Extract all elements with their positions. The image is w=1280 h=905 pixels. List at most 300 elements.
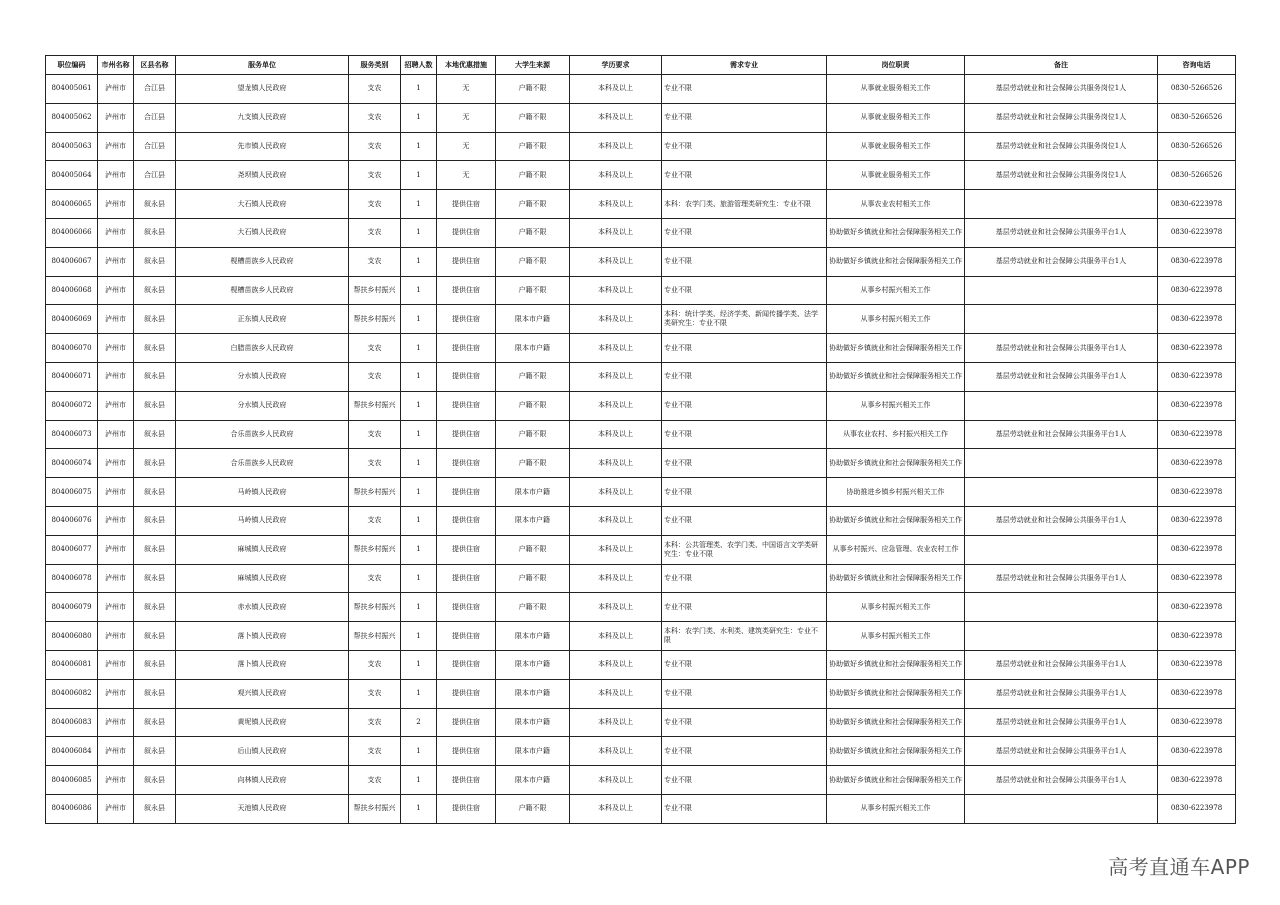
cell-local-benefits: 提供住宿 <box>437 564 496 593</box>
cell-county: 叙永县 <box>134 391 176 420</box>
cell-job-duties: 从事乡村振兴相关工作 <box>827 276 965 305</box>
cell-remarks <box>965 391 1158 420</box>
cell-service-unit: 大石镇人民政府 <box>176 218 349 247</box>
table-body <box>46 75 1236 824</box>
cell-county: 合江县 <box>134 75 176 104</box>
cell-position-code: 804005064 <box>46 161 98 190</box>
cell-student-origin: 户籍不限 <box>496 391 570 420</box>
cell-education: 本科及以上 <box>570 506 662 535</box>
cell-local-benefits: 无 <box>437 75 496 104</box>
cell-job-duties: 协助做好乡镇就业和社会保障服务相关工作 <box>827 506 965 535</box>
column-header-service-category: 服务类别 <box>349 56 401 75</box>
cell-position-code: 804006085 <box>46 766 98 795</box>
cell-city: 泸州市 <box>98 391 134 420</box>
cell-student-origin: 户籍不限 <box>496 535 570 564</box>
cell-service-category: 帮扶乡村振兴 <box>349 622 401 651</box>
cell-headcount: 1 <box>401 794 437 823</box>
column-header-city: 市州名称 <box>98 56 134 75</box>
cell-service-unit: 枧槽苗族乡人民政府 <box>176 247 349 276</box>
cell-student-origin: 户籍不限 <box>496 190 570 219</box>
cell-student-origin: 限本市户籍 <box>496 334 570 363</box>
column-header-county: 区县名称 <box>134 56 176 75</box>
cell-education: 本科及以上 <box>570 391 662 420</box>
cell-headcount: 1 <box>401 334 437 363</box>
cell-headcount: 1 <box>401 564 437 593</box>
cell-county: 叙永县 <box>134 766 176 795</box>
cell-service-unit: 大石镇人民政府 <box>176 190 349 219</box>
cell-education: 本科及以上 <box>570 708 662 737</box>
cell-remarks <box>965 276 1158 305</box>
cell-city: 泸州市 <box>98 506 134 535</box>
cell-remarks <box>965 449 1158 478</box>
cell-remarks: 基层劳动就业和社会保障公共服务平台1人 <box>965 420 1158 449</box>
cell-position-code: 804006078 <box>46 564 98 593</box>
cell-position-code: 804006068 <box>46 276 98 305</box>
cell-job-duties: 协助做好乡镇就业和社会保障服务相关工作 <box>827 247 965 276</box>
cell-county: 叙永县 <box>134 449 176 478</box>
cell-education: 本科及以上 <box>570 737 662 766</box>
cell-service-unit: 麻城镇人民政府 <box>176 535 349 564</box>
cell-job-duties: 协助做好乡镇就业和社会保障服务相关工作 <box>827 708 965 737</box>
cell-county: 叙永县 <box>134 190 176 219</box>
table-row <box>46 766 1236 795</box>
table-row <box>46 679 1236 708</box>
cell-service-unit: 尧坝镇人民政府 <box>176 161 349 190</box>
cell-city: 泸州市 <box>98 75 134 104</box>
cell-city: 泸州市 <box>98 362 134 391</box>
cell-local-benefits: 提供住宿 <box>437 766 496 795</box>
cell-service-category: 支农 <box>349 449 401 478</box>
cell-service-unit: 白腊苗族乡人民政府 <box>176 334 349 363</box>
cell-phone: 0830-6223978 <box>1158 650 1236 679</box>
cell-education: 本科及以上 <box>570 593 662 622</box>
cell-job-duties: 协助推进乡镇乡村振兴相关工作 <box>827 478 965 507</box>
cell-required-major: 专业不限 <box>662 708 827 737</box>
cell-service-unit: 马岭镇人民政府 <box>176 478 349 507</box>
cell-city: 泸州市 <box>98 593 134 622</box>
cell-headcount: 1 <box>401 506 437 535</box>
table-row <box>46 276 1236 305</box>
column-header-remarks: 备注 <box>965 56 1158 75</box>
cell-job-duties: 协助做好乡镇就业和社会保障服务相关工作 <box>827 362 965 391</box>
cell-county: 叙永县 <box>134 478 176 507</box>
cell-local-benefits: 提供住宿 <box>437 190 496 219</box>
cell-local-benefits: 提供住宿 <box>437 535 496 564</box>
cell-service-unit: 枧槽苗族乡人民政府 <box>176 276 349 305</box>
cell-service-category: 帮扶乡村振兴 <box>349 391 401 420</box>
cell-position-code: 804006071 <box>46 362 98 391</box>
table-row <box>46 218 1236 247</box>
cell-headcount: 1 <box>401 103 437 132</box>
cell-position-code: 804006084 <box>46 737 98 766</box>
cell-required-major: 专业不限 <box>662 362 827 391</box>
cell-remarks: 基层劳动就业和社会保障公共服务岗位1人 <box>965 75 1158 104</box>
cell-phone: 0830-6223978 <box>1158 362 1236 391</box>
cell-position-code: 804006075 <box>46 478 98 507</box>
cell-service-category: 支农 <box>349 506 401 535</box>
cell-position-code: 804006083 <box>46 708 98 737</box>
cell-required-major: 专业不限 <box>662 593 827 622</box>
table-row <box>46 535 1236 564</box>
cell-education: 本科及以上 <box>570 132 662 161</box>
cell-remarks: 基层劳动就业和社会保障公共服务平台1人 <box>965 218 1158 247</box>
table-row <box>46 737 1236 766</box>
cell-position-code: 804006086 <box>46 794 98 823</box>
cell-headcount: 1 <box>401 535 437 564</box>
cell-local-benefits: 提供住宿 <box>437 362 496 391</box>
cell-education: 本科及以上 <box>570 622 662 651</box>
cell-local-benefits: 提供住宿 <box>437 650 496 679</box>
cell-city: 泸州市 <box>98 766 134 795</box>
cell-job-duties: 协助做好乡镇就业和社会保障服务相关工作 <box>827 564 965 593</box>
cell-required-major: 专业不限 <box>662 218 827 247</box>
cell-student-origin: 户籍不限 <box>496 794 570 823</box>
column-header-local-benefits: 本地优惠措施 <box>437 56 496 75</box>
cell-phone: 0830-6223978 <box>1158 766 1236 795</box>
column-header-headcount: 招聘人数 <box>401 56 437 75</box>
cell-student-origin: 户籍不限 <box>496 276 570 305</box>
cell-service-unit: 马岭镇人民政府 <box>176 506 349 535</box>
cell-education: 本科及以上 <box>570 420 662 449</box>
cell-remarks: 基层劳动就业和社会保障公共服务平台1人 <box>965 247 1158 276</box>
cell-student-origin: 户籍不限 <box>496 362 570 391</box>
cell-student-origin: 户籍不限 <box>496 593 570 622</box>
cell-remarks: 基层劳动就业和社会保障公共服务平台1人 <box>965 766 1158 795</box>
cell-local-benefits: 提供住宿 <box>437 708 496 737</box>
cell-service-category: 支农 <box>349 564 401 593</box>
cell-education: 本科及以上 <box>570 161 662 190</box>
cell-service-unit: 落卜镇人民政府 <box>176 622 349 651</box>
cell-student-origin: 户籍不限 <box>496 161 570 190</box>
watermark: 高考直通车APP <box>1108 855 1250 879</box>
cell-phone: 0830-6223978 <box>1158 449 1236 478</box>
cell-required-major: 专业不限 <box>662 449 827 478</box>
cell-county: 叙永县 <box>134 564 176 593</box>
cell-education: 本科及以上 <box>570 478 662 507</box>
cell-local-benefits: 提供住宿 <box>437 334 496 363</box>
cell-student-origin: 户籍不限 <box>496 218 570 247</box>
cell-headcount: 1 <box>401 276 437 305</box>
cell-phone: 0830-5266526 <box>1158 103 1236 132</box>
cell-phone: 0830-6223978 <box>1158 478 1236 507</box>
cell-student-origin: 限本市户籍 <box>496 679 570 708</box>
cell-headcount: 1 <box>401 449 437 478</box>
cell-headcount: 1 <box>401 190 437 219</box>
cell-city: 泸州市 <box>98 276 134 305</box>
cell-county: 叙永县 <box>134 535 176 564</box>
cell-job-duties: 从事乡村振兴相关工作 <box>827 593 965 622</box>
cell-job-duties: 协助做好乡镇就业和社会保障服务相关工作 <box>827 449 965 478</box>
cell-local-benefits: 提供住宿 <box>437 478 496 507</box>
cell-county: 叙永县 <box>134 708 176 737</box>
cell-required-major: 本科：农学门类、旅游管理类研究生：专业不限 <box>662 190 827 219</box>
cell-phone: 0830-6223978 <box>1158 420 1236 449</box>
cell-service-category: 帮扶乡村振兴 <box>349 478 401 507</box>
cell-student-origin: 限本市户籍 <box>496 766 570 795</box>
cell-job-duties: 协助做好乡镇就业和社会保障服务相关工作 <box>827 218 965 247</box>
cell-required-major: 专业不限 <box>662 103 827 132</box>
cell-city: 泸州市 <box>98 247 134 276</box>
cell-service-category: 支农 <box>349 362 401 391</box>
cell-job-duties: 从事乡村振兴相关工作 <box>827 391 965 420</box>
cell-city: 泸州市 <box>98 218 134 247</box>
cell-city: 泸州市 <box>98 737 134 766</box>
cell-phone: 0830-6223978 <box>1158 708 1236 737</box>
cell-headcount: 1 <box>401 305 437 334</box>
cell-job-duties: 协助做好乡镇就业和社会保障服务相关工作 <box>827 679 965 708</box>
cell-service-unit: 九支镇人民政府 <box>176 103 349 132</box>
cell-position-code: 804006066 <box>46 218 98 247</box>
cell-service-category: 帮扶乡村振兴 <box>349 794 401 823</box>
cell-required-major: 专业不限 <box>662 766 827 795</box>
cell-required-major: 专业不限 <box>662 679 827 708</box>
cell-phone: 0830-6223978 <box>1158 391 1236 420</box>
cell-job-duties: 从事农业农村、乡村振兴相关工作 <box>827 420 965 449</box>
column-header-service-unit: 服务单位 <box>176 56 349 75</box>
cell-local-benefits: 提供住宿 <box>437 247 496 276</box>
cell-position-code: 804006077 <box>46 535 98 564</box>
cell-phone: 0830-5266526 <box>1158 75 1236 104</box>
cell-local-benefits: 提供住宿 <box>437 737 496 766</box>
cell-service-category: 帮扶乡村振兴 <box>349 276 401 305</box>
table-row <box>46 564 1236 593</box>
cell-required-major: 专业不限 <box>662 420 827 449</box>
cell-headcount: 1 <box>401 362 437 391</box>
cell-required-major: 本科：农学门类、水利类、建筑类研究生：专业不限 <box>662 622 827 651</box>
cell-service-unit: 分水镇人民政府 <box>176 362 349 391</box>
cell-city: 泸州市 <box>98 478 134 507</box>
cell-education: 本科及以上 <box>570 103 662 132</box>
cell-phone: 0830-6223978 <box>1158 218 1236 247</box>
cell-service-unit: 麻城镇人民政府 <box>176 564 349 593</box>
cell-student-origin: 户籍不限 <box>496 247 570 276</box>
cell-county: 叙永县 <box>134 622 176 651</box>
cell-city: 泸州市 <box>98 679 134 708</box>
cell-position-code: 804006069 <box>46 305 98 334</box>
cell-job-duties: 协助做好乡镇就业和社会保障服务相关工作 <box>827 650 965 679</box>
cell-city: 泸州市 <box>98 449 134 478</box>
cell-service-category: 支农 <box>349 132 401 161</box>
cell-service-unit: 观兴镇人民政府 <box>176 679 349 708</box>
table-row <box>46 794 1236 823</box>
table-row <box>46 190 1236 219</box>
cell-city: 泸州市 <box>98 161 134 190</box>
cell-education: 本科及以上 <box>570 218 662 247</box>
cell-student-origin: 限本市户籍 <box>496 305 570 334</box>
cell-county: 叙永县 <box>134 650 176 679</box>
cell-education: 本科及以上 <box>570 535 662 564</box>
cell-city: 泸州市 <box>98 420 134 449</box>
cell-education: 本科及以上 <box>570 650 662 679</box>
cell-remarks: 基层劳动就业和社会保障公共服务岗位1人 <box>965 103 1158 132</box>
cell-city: 泸州市 <box>98 334 134 363</box>
cell-service-unit: 望龙镇人民政府 <box>176 75 349 104</box>
table-row <box>46 449 1236 478</box>
cell-city: 泸州市 <box>98 103 134 132</box>
cell-education: 本科及以上 <box>570 334 662 363</box>
cell-county: 合江县 <box>134 103 176 132</box>
cell-job-duties: 协助做好乡镇就业和社会保障服务相关工作 <box>827 766 965 795</box>
cell-required-major: 专业不限 <box>662 334 827 363</box>
cell-city: 泸州市 <box>98 305 134 334</box>
cell-service-unit: 赤水镇人民政府 <box>176 593 349 622</box>
cell-education: 本科及以上 <box>570 362 662 391</box>
cell-remarks: 基层劳动就业和社会保障公共服务平台1人 <box>965 506 1158 535</box>
cell-local-benefits: 提供住宿 <box>437 794 496 823</box>
cell-required-major: 专业不限 <box>662 650 827 679</box>
cell-position-code: 804006067 <box>46 247 98 276</box>
cell-service-unit: 后山镇人民政府 <box>176 737 349 766</box>
cell-student-origin: 限本市户籍 <box>496 506 570 535</box>
column-header-education: 学历要求 <box>570 56 662 75</box>
cell-position-code: 804006070 <box>46 334 98 363</box>
table-row <box>46 362 1236 391</box>
cell-service-category: 支农 <box>349 190 401 219</box>
cell-position-code: 804006076 <box>46 506 98 535</box>
cell-local-benefits: 提供住宿 <box>437 420 496 449</box>
cell-county: 合江县 <box>134 161 176 190</box>
cell-position-code: 804006072 <box>46 391 98 420</box>
table-row <box>46 622 1236 651</box>
cell-county: 叙永县 <box>134 506 176 535</box>
table-row <box>46 132 1236 161</box>
cell-phone: 0830-6223978 <box>1158 247 1236 276</box>
cell-position-code: 804006079 <box>46 593 98 622</box>
cell-county: 叙永县 <box>134 218 176 247</box>
cell-county: 叙永县 <box>134 334 176 363</box>
cell-phone: 0830-6223978 <box>1158 622 1236 651</box>
cell-education: 本科及以上 <box>570 190 662 219</box>
cell-position-code: 804006082 <box>46 679 98 708</box>
cell-county: 叙永县 <box>134 305 176 334</box>
table-row <box>46 391 1236 420</box>
cell-student-origin: 户籍不限 <box>496 564 570 593</box>
cell-headcount: 1 <box>401 679 437 708</box>
cell-phone: 0830-5266526 <box>1158 161 1236 190</box>
cell-phone: 0830-6223978 <box>1158 190 1236 219</box>
cell-phone: 0830-6223978 <box>1158 535 1236 564</box>
cell-student-origin: 限本市户籍 <box>496 478 570 507</box>
column-header-job-duties: 岗位职责 <box>827 56 965 75</box>
cell-job-duties: 从事就业服务相关工作 <box>827 103 965 132</box>
cell-headcount: 1 <box>401 247 437 276</box>
cell-student-origin: 限本市户籍 <box>496 622 570 651</box>
cell-job-duties: 从事乡村振兴相关工作 <box>827 305 965 334</box>
table-row <box>46 247 1236 276</box>
cell-city: 泸州市 <box>98 794 134 823</box>
cell-job-duties: 从事就业服务相关工作 <box>827 161 965 190</box>
cell-job-duties: 从事就业服务相关工作 <box>827 132 965 161</box>
cell-student-origin: 限本市户籍 <box>496 650 570 679</box>
cell-service-category: 支农 <box>349 708 401 737</box>
cell-service-category: 支农 <box>349 650 401 679</box>
cell-headcount: 1 <box>401 737 437 766</box>
cell-job-duties: 从事乡村振兴相关工作 <box>827 622 965 651</box>
cell-education: 本科及以上 <box>570 247 662 276</box>
cell-service-category: 支农 <box>349 420 401 449</box>
cell-position-code: 804005062 <box>46 103 98 132</box>
cell-position-code: 804005061 <box>46 75 98 104</box>
cell-education: 本科及以上 <box>570 564 662 593</box>
table-row <box>46 478 1236 507</box>
cell-county: 叙永县 <box>134 794 176 823</box>
cell-required-major: 专业不限 <box>662 75 827 104</box>
cell-service-category: 支农 <box>349 103 401 132</box>
cell-required-major: 专业不限 <box>662 794 827 823</box>
cell-service-category: 支农 <box>349 766 401 795</box>
cell-service-category: 支农 <box>349 334 401 363</box>
cell-county: 叙永县 <box>134 362 176 391</box>
header-row <box>46 56 1236 75</box>
cell-student-origin: 户籍不限 <box>496 132 570 161</box>
cell-job-duties: 从事乡村振兴相关工作 <box>827 794 965 823</box>
column-header-phone: 咨询电话 <box>1158 56 1236 75</box>
table-row <box>46 103 1236 132</box>
cell-phone: 0830-6223978 <box>1158 276 1236 305</box>
cell-required-major: 专业不限 <box>662 132 827 161</box>
cell-city: 泸州市 <box>98 190 134 219</box>
cell-city: 泸州市 <box>98 132 134 161</box>
cell-city: 泸州市 <box>98 708 134 737</box>
cell-county: 叙永县 <box>134 247 176 276</box>
cell-headcount: 1 <box>401 420 437 449</box>
cell-required-major: 专业不限 <box>662 478 827 507</box>
cell-remarks: 基层劳动就业和社会保障公共服务平台1人 <box>965 564 1158 593</box>
cell-service-category: 帮扶乡村振兴 <box>349 593 401 622</box>
cell-job-duties: 从事乡村振兴、应急管理、农业农村工作 <box>827 535 965 564</box>
cell-city: 泸州市 <box>98 650 134 679</box>
cell-headcount: 1 <box>401 132 437 161</box>
table-row <box>46 75 1236 104</box>
cell-service-category: 支农 <box>349 218 401 247</box>
cell-headcount: 1 <box>401 478 437 507</box>
cell-service-category: 帮扶乡村振兴 <box>349 535 401 564</box>
cell-education: 本科及以上 <box>570 75 662 104</box>
cell-phone: 0830-6223978 <box>1158 506 1236 535</box>
cell-headcount: 1 <box>401 622 437 651</box>
cell-county: 叙永县 <box>134 420 176 449</box>
cell-required-major: 本科：统计学类、经济学类、新闻传播学类、法学类研究生：专业不限 <box>662 305 827 334</box>
cell-required-major: 专业不限 <box>662 506 827 535</box>
cell-required-major: 专业不限 <box>662 564 827 593</box>
cell-city: 泸州市 <box>98 535 134 564</box>
cell-local-benefits: 提供住宿 <box>437 449 496 478</box>
cell-headcount: 1 <box>401 75 437 104</box>
cell-service-category: 支农 <box>349 161 401 190</box>
cell-local-benefits: 提供住宿 <box>437 305 496 334</box>
cell-education: 本科及以上 <box>570 679 662 708</box>
cell-county: 叙永县 <box>134 276 176 305</box>
cell-job-duties: 协助做好乡镇就业和社会保障服务相关工作 <box>827 334 965 363</box>
cell-service-category: 支农 <box>349 75 401 104</box>
cell-education: 本科及以上 <box>570 276 662 305</box>
table-row <box>46 506 1236 535</box>
column-header-position-code: 职位编码 <box>46 56 98 75</box>
cell-education: 本科及以上 <box>570 305 662 334</box>
column-header-required-major: 需求专业 <box>662 56 827 75</box>
cell-service-unit: 分水镇人民政府 <box>176 391 349 420</box>
job-table <box>45 55 1236 824</box>
cell-headcount: 1 <box>401 650 437 679</box>
cell-headcount: 2 <box>401 708 437 737</box>
cell-local-benefits: 提供住宿 <box>437 506 496 535</box>
cell-phone: 0830-6223978 <box>1158 564 1236 593</box>
cell-service-unit: 合乐苗族乡人民政府 <box>176 449 349 478</box>
cell-remarks <box>965 305 1158 334</box>
cell-remarks <box>965 622 1158 651</box>
cell-headcount: 1 <box>401 161 437 190</box>
cell-remarks <box>965 190 1158 219</box>
